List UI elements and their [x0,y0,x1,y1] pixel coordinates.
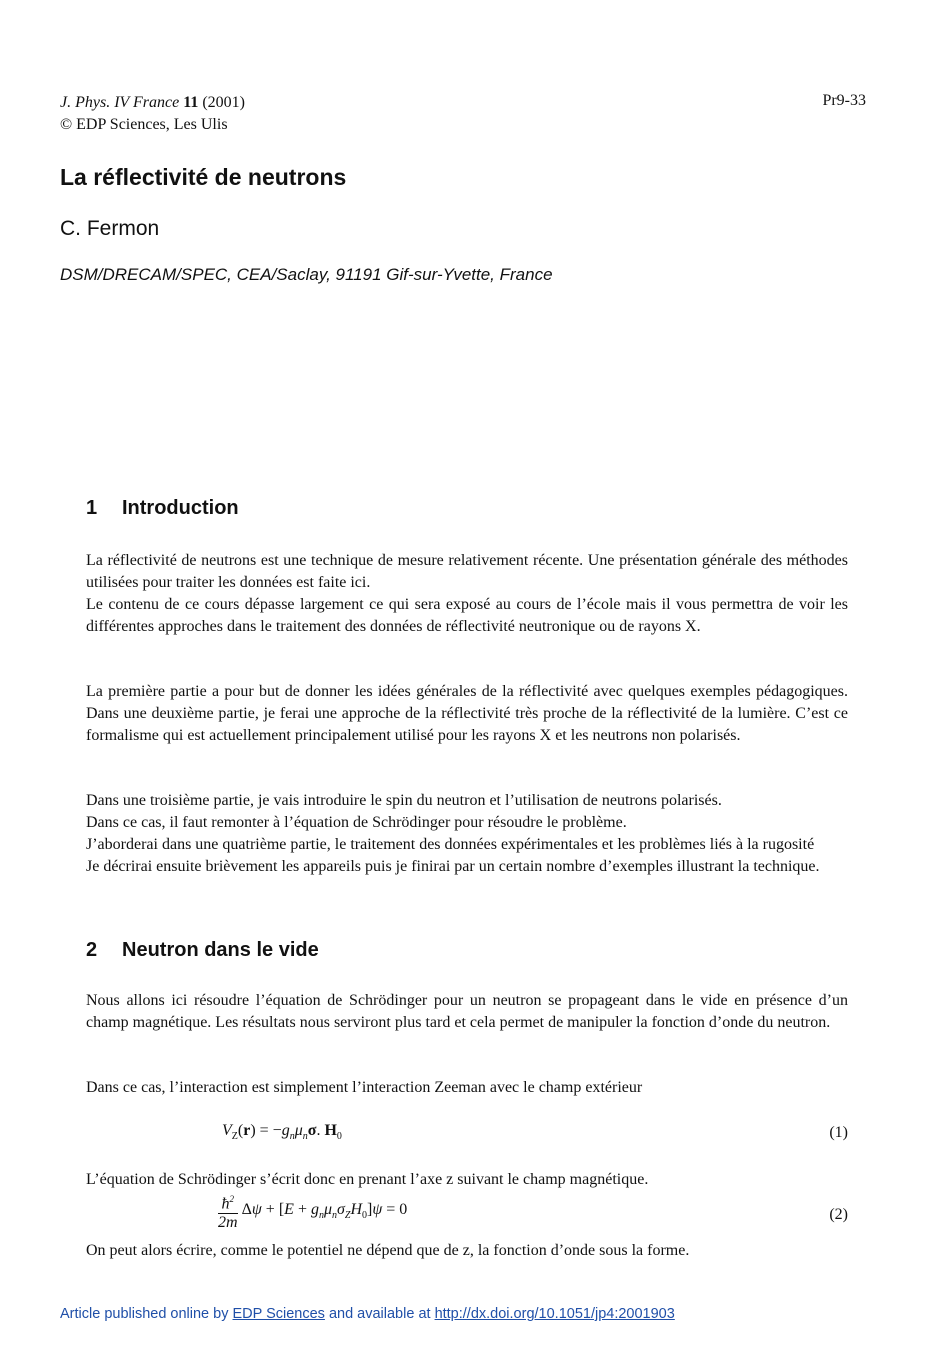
section-heading-neutron-vide [86,939,319,962]
section-title: Introduction [122,497,239,519]
edp-sciences-link[interactable]: EDP Sciences [232,1306,325,1322]
fraction: $\frac{ħ^2}{2m}$ [218,1190,238,1232]
affiliation: DSM/DRECAM/SPEC, CEA/Saclay, 91191 Gif-sur-Yvette, France [60,265,553,284]
doi-link[interactable]: http://dx.doi.org/10.1051/jp4:2001903 [434,1306,675,1322]
paper-title: La réflectivité de neutrons [60,164,347,190]
paragraph-text: Dans ce cas, l’interaction est simplement l’interaction Zeeman avec le champ extérieur [86,1079,643,1096]
paragraph-text: La première partie a pour but de donner les idées générales de la réflectivité avec quelques exemples pédagogiques. Dans une deuxième partie, je ferai une approche de la réflectivité très proche de la réflectivité de la lumière. C’est ce formalisme qui est actuellement principalement utilisé pour les rayons X et les neutrons non polarisés. [86,683,848,744]
journal-name: J. Phys. IV France [60,94,180,111]
page-number: Pr9-33 [822,92,866,109]
paragraph [86,990,848,1034]
section-heading-introduction [86,497,239,520]
paragraph [86,1240,848,1262]
paragraph-text: Dans ce cas, il faut remonter à l’équation de Schrödinger pour résoudre le problème. [86,814,627,831]
paragraph-text: La réflectivité de neutrons est une technique de mesure relativement récente. Une présentation générale des méthodes utilisées pour traiter les données est faite ici. [86,552,848,591]
section-number: 1 [86,497,98,519]
paragraph-text: On peut alors écrire, comme le potentiel ne dépend que de z, la fonction d’onde sous la forme. [86,1242,690,1259]
paragraph [86,1077,848,1099]
paragraph-text: L’équation de Schrödinger s’écrit donc en prenant l’axe z suivant le champ magnétique. [86,1171,649,1188]
equation-number: (2) [829,1206,848,1223]
section-title: Neutron dans le vide [122,939,319,961]
publication-footer [60,1306,675,1322]
journal-year: (2001) [202,94,245,111]
equation-zeeman: $V_Z(r) = -g_n\mu_n\sigma$. $H_0$ [222,1122,342,1143]
section-number: 2 [86,939,98,961]
paragraph [86,681,848,747]
author: C. Fermon [60,217,160,240]
footer-middle: and available at [328,1306,431,1322]
journal-volume: 11 [183,94,199,111]
publisher: © EDP Sciences, Les Ulis [60,116,228,133]
journal-citation [60,92,245,136]
paragraph [86,790,848,878]
paragraph [86,1169,848,1191]
footer-prefix: Article published online by [60,1306,229,1322]
equation-number: (1) [829,1124,848,1141]
journal-line [60,92,245,114]
paragraph [86,550,848,638]
paragraph-text: Le contenu de ce cours dépasse largement ce qui sera exposé au cours de l’école mais il vous permettra de voir les différentes approches dans le traitement des données de réflectivité neutronique ou de rayons X. [86,596,848,635]
paragraph-text: J’aborderai dans une quatrième partie, le traitement des données expérimentales et les problèmes liés à la rugosité [86,836,815,853]
equation-schrodinger: $\frac{ħ^2}{2m}$ $\Delta\psi + [E + g_n\mu_n\sigma_ZH_0]\psi = 0$ [218,1190,407,1232]
paragraph-text: Je décrirai ensuite brièvement les appareils puis je finirai par un certain nombre d’exemples illustrant la technique. [86,858,820,875]
paragraph-text: Nous allons ici résoudre l’équation de Schrödinger pour un neutron se propageant dans le vide en présence d’un champ magnétique. Les résultats nous serviront plus tard et cela permet de manipuler la fonction d’onde du neutron. [86,992,848,1031]
paragraph-text: Dans une troisième partie, je vais introduire le spin du neutron et l’utilisation de neutrons polarisés. [86,792,722,809]
